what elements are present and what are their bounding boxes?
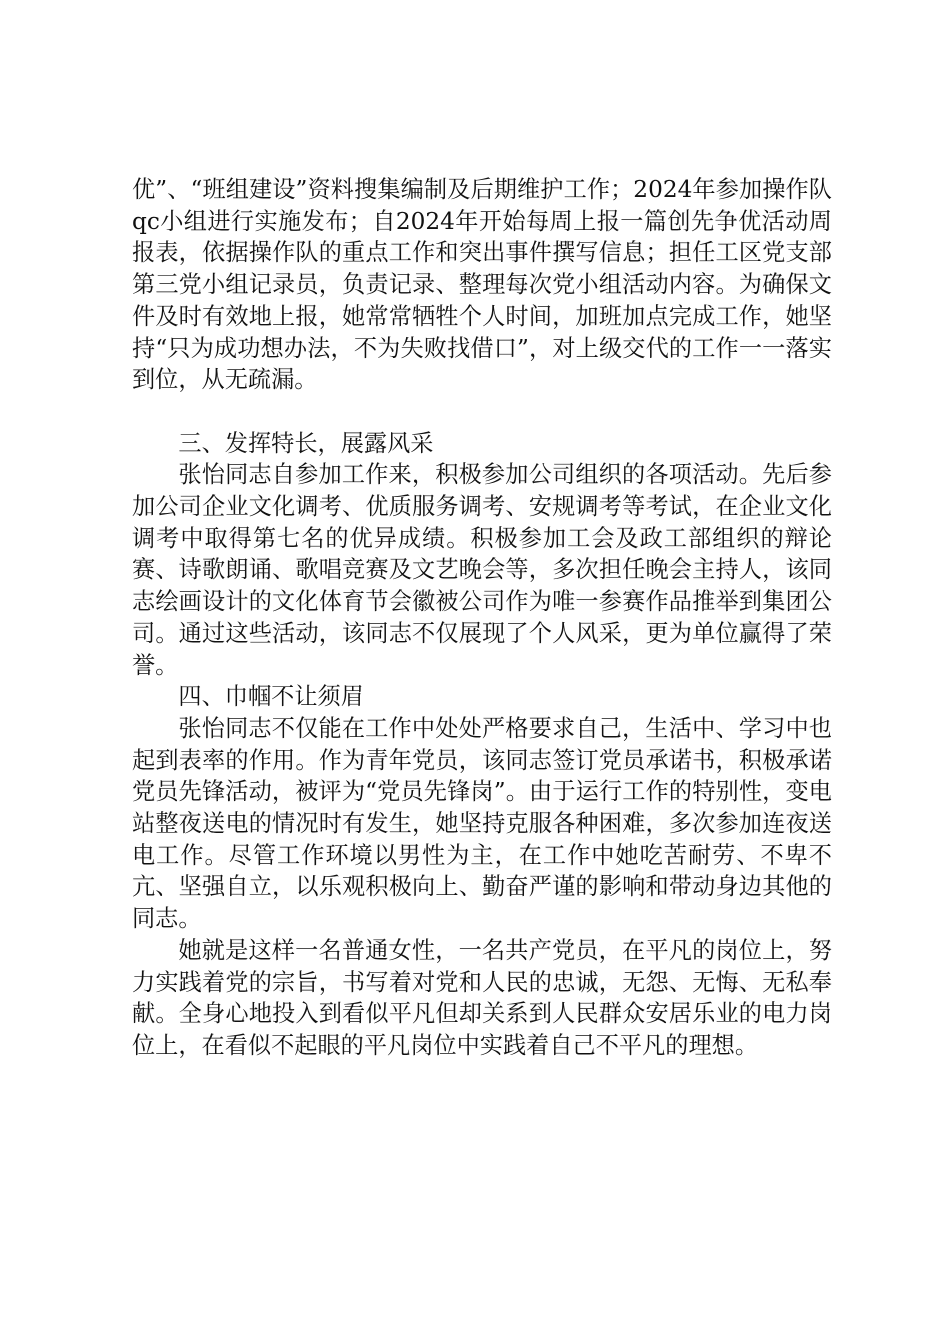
section-heading-4: 四、巾帼不让须眉 xyxy=(178,683,364,711)
paragraph-continued-work: 优”、“班组建设”资料搜集编制及后期维护工作；2024年参加操作队qc小组进行实施发布；自2024年开始每周上报一篇创先争优活动周报表，依据操作队的重点工作和突出事件撰写信息；担任工区党支部第三党小组记录员，负责记录、整理每次党小组活动内容。为确保文件及时有效地上报，她常常牺牲个人时间，加班加点完成工作，她坚持“只为成功想办法，不为失败找借口”，对上级交代的工作一一落实到位，从无疏漏。 xyxy=(132,176,832,394)
paragraph-conclusion: 她就是这样一名普通女性，一名共产党员，在平凡的岗位上，努力实践着党的宗旨，书写着对党和人民的忠诚，无怨、无悔、无私奉献。全身心地投入到看似平凡但却关系到人民群众安居乐业的电力岗位上，在看似不起眼的平凡岗位中实践着自己不平凡的理想。 xyxy=(132,936,832,1059)
document-page xyxy=(132,174,832,1062)
paragraph-talents: 张怡同志自参加工作来，积极参加公司组织的各项活动。先后参加公司企业文化调考、优质服务调考、安规调考等考试，在企业文化调考中取得第七名的优异成绩。积极参加工会及政工部组织的辩论赛、诗歌朗诵、歌唱竞赛及文艺晚会等，多次担任晚会主持人，该同志绘画设计的文化体育节会徽被公司作为唯一参赛作品推举到集团公司。通过这些活动，该同志不仅展现了个人风采，更为单位赢得了荣誉。 xyxy=(132,461,832,679)
paragraph-role-model: 张怡同志不仅能在工作中处处严格要求自己，生活中、学习中也起到表率的作用。作为青年党员，该同志签订党员承诺书，积极承诺党员先锋活动，被评为“党员先锋岗”。由于运行工作的特别性，变电站整夜送电的情况时有发生，她坚持克服各种困难，多次参加连夜送电工作。尽管工作环境以男性为主，在工作中她吃苦耐劳、不卑不亢、坚强自立，以乐观积极向上、勤奋严谨的影响和带动身边其他的同志。 xyxy=(132,714,832,933)
section-heading-3: 三、发挥特长，展露风采 xyxy=(178,429,434,457)
paragraph-gap xyxy=(132,396,832,428)
